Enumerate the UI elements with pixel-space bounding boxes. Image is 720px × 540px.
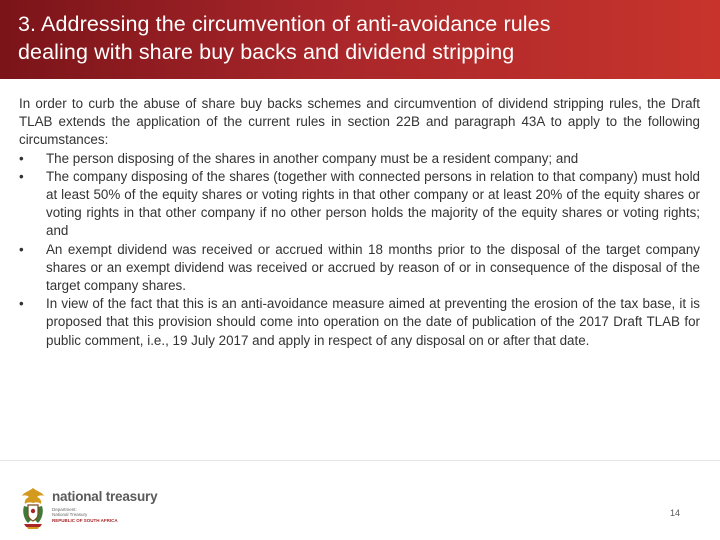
bullet-marker: • [19, 296, 24, 312]
slide-title-line-2: dealing with share buy backs and dividend stripping [18, 40, 515, 64]
footer-divider [0, 460, 720, 461]
bullet-item [19, 168, 700, 241]
title-banner [0, 0, 720, 79]
logo-treasury-line: National Treasury [52, 512, 88, 517]
logo-department-line: Department: [52, 507, 77, 512]
bullet-text: In view of the fact that this is an anti-avoidance measure aimed at preventing the erosion of the tax base, it is proposed that this provision should come into operation on the date of publication of the 2017 Draft TLAB for public comment, i.e., 19 July 2017 and apply in respect of any disposal on or after that date. [46, 296, 700, 348]
bullet-marker: • [19, 150, 24, 166]
bullet-item [19, 295, 700, 350]
bullet-text: The person disposing of the shares in another company must be a resident company; and [46, 150, 579, 166]
slide-body [19, 95, 700, 350]
bullet-marker: • [19, 241, 24, 257]
logo-republic-line: REPUBLIC OF SOUTH AFRICA [52, 518, 118, 523]
bullet-text: An exempt dividend was received or accrued within 18 months prior to the disposal of the target company shares or an exempt dividend was received or accrued by reason of or in consequence of the disposal of the target company shares. [46, 241, 700, 294]
logo-wordmark: national treasury [52, 489, 158, 504]
bullet-marker: • [19, 168, 24, 184]
bullet-list [19, 150, 700, 350]
coat-of-arms-icon [18, 486, 48, 530]
slide-title [18, 10, 708, 66]
bullet-item [19, 241, 700, 296]
bullet-item [19, 150, 700, 168]
page-number: 14 [670, 508, 681, 518]
slide-title-line-1: 3. Addressing the circumvention of anti-avoidance rules [18, 12, 551, 36]
national-treasury-logo [18, 486, 198, 530]
bullet-text: The company disposing of the shares (together with connected persons in relation to that company) must hold at least 50% of the equity shares or voting rights in that other company or at least 20% of the equity shares or voting rights in that other company if no other person holds the majority of the equity shares or voting rights; and [46, 168, 700, 239]
intro-paragraph: In order to curb the abuse of share buy backs schemes and circumvention of dividend stripping rules, the Draft TLAB extends the application of the current rules in section 22B and paragraph 43A to apply to the following circumstances: [19, 96, 700, 148]
